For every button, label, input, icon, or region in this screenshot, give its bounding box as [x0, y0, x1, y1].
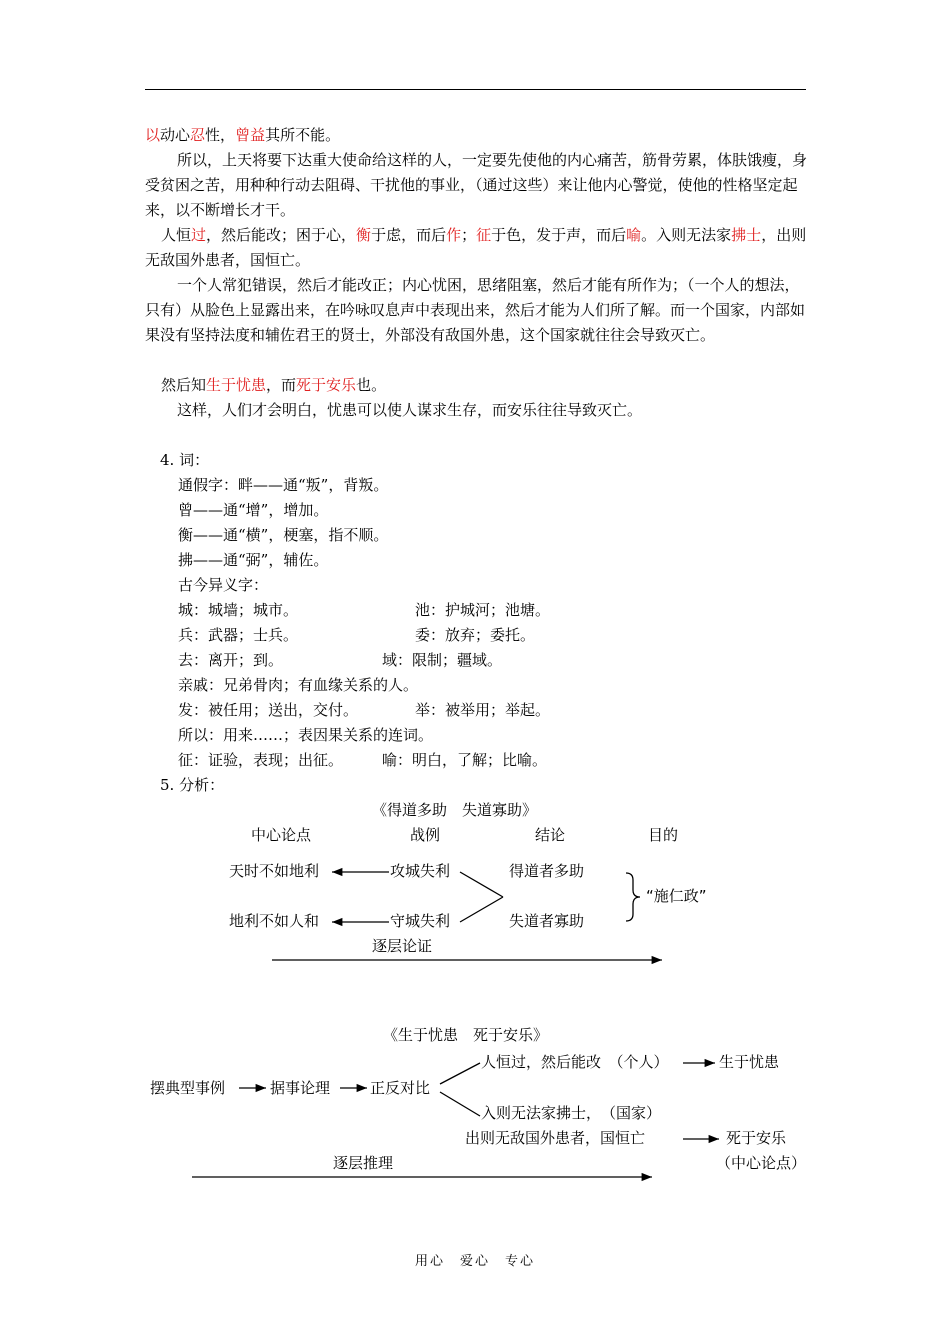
gujin-item: 征：证验，表现；出征。 [178, 751, 344, 769]
tongjia-item: 曾——通“增”，增加。 [178, 501, 329, 519]
diagram1-right-bottom: 失道者寡助 [509, 912, 585, 930]
passage-translation-2: 一个人常犯错误，然后才能改正；内心忧困，思绪阻塞，然后才能有所作为；（一个人的想法，只有）从脸色上显露出来，在吟咏叹息声中表现出来，然后才能为人们所了解。而一个国家，内部如果没有坚持法度和辅佐君王的贤士，外部没有敌国外患，这个国家就往往会导致灭亡。 [145, 276, 806, 344]
tongjia-item: 拂——通“弼”，辅佐。 [178, 551, 329, 569]
diagram2-branch-bottom-1: 入则无法家拂士， （国家） [481, 1104, 662, 1122]
passage-translation-3: 这样，人们才会明白，忧患可以使人谋求生存，而安乐往往导致灭亡。 [177, 401, 643, 419]
diagram1-bottom-label: 逐层论证 [372, 937, 433, 955]
gujin-item: 域：限制；疆域。 [382, 651, 503, 669]
diagram2-step-1: 摆典型事例 [150, 1079, 226, 1097]
diagram1-left-top: 天时不如地利 [229, 862, 320, 880]
diagram2-bottom-label: 逐层推理 [333, 1154, 394, 1172]
diagram1-header: 目的 [648, 826, 679, 844]
passage-original-2: 人恒过，然后能改；困于心，衡于虑，而后作；征于色，发于声，而后喻。入则无法家拂士，出则无敌国外患者，国恒亡。 [145, 226, 807, 269]
gujin-item: 亲戚：兄弟骨肉；有血缘关系的人。 [178, 676, 419, 694]
diagram1-left-bottom: 地利不如人和 [229, 912, 320, 930]
diagram2-step-3: 正反对比 [370, 1079, 431, 1097]
diagram2-result-note: （中心论点） [716, 1154, 807, 1172]
page-footer: 用心 爱心 专心 [414, 1254, 535, 1269]
diagram1-header: 结论 [535, 826, 566, 844]
diagram2-result-top: 生于忧患 [719, 1053, 780, 1071]
diagram1-header: 战例 [410, 826, 441, 844]
analysis-heading: 5. 分析： [160, 776, 225, 794]
diagram1-header: 中心论点 [251, 826, 312, 844]
gujin-item: 喻：明白，了解；比喻。 [382, 751, 548, 769]
passage-original-3: 然后知生于忧患，而死于安乐也。 [161, 376, 387, 394]
words-heading: 4. 词： [160, 451, 210, 469]
gujin-item: 委：放弃；委托。 [415, 626, 536, 644]
gujin-item: 兵：武器；士兵。 [178, 626, 299, 644]
branch-line [440, 1092, 480, 1116]
diagram1-mid-top: 攻城失利 [390, 862, 451, 880]
gujin-item: 所以：用来……；表因果关系的连词。 [178, 726, 434, 744]
gujin-item: 举：被举用；举起。 [415, 701, 551, 719]
diagram1-title: 《得道多助 失道寡助》 [372, 801, 538, 819]
diagram1-goal: “施仁政” [646, 887, 707, 905]
brace [626, 873, 640, 921]
diagram2-branch-top: 人恒过，然后能改 （个人） [481, 1053, 669, 1071]
gujin-item: 去：离开；到。 [178, 651, 284, 669]
diagram1-mid-bottom: 守城失利 [390, 912, 451, 930]
diagram1-right-top: 得道者多助 [509, 862, 585, 880]
branch-line [460, 897, 503, 922]
diagram2-step-2: 据事论理 [270, 1079, 331, 1097]
diagram2-branch-bottom-2: 出则无敌国外患者，国恒亡 [465, 1129, 646, 1147]
diagram2-result-bottom: 死于安乐 [726, 1129, 787, 1147]
diagram2-title: 《生于忧患 死于安乐》 [383, 1026, 549, 1044]
tongjia-title: 通假字：畔——通“叛”，背叛。 [178, 476, 389, 494]
passage-translation-1: 所以，上天将要下达重大使命给这样的人，一定要先使他的内心痛苦，筋骨劳累，体肤饿瘦，身受贫困之苦，用种种行动去阻碍、干扰他的事业，（通过这些）来让他内心警觉，使他的性格坚定起来，以不断增长才干。 [145, 151, 808, 219]
tongjia-item: 衡——通“横”，梗塞，指不顺。 [178, 526, 389, 544]
gujin-item: 城：城墙；城市。 [178, 601, 299, 619]
gujin-item: 池：护城河；池塘。 [415, 601, 551, 619]
passage-line-1: 以动心忍性，曾益其所不能。 [145, 126, 341, 144]
branch-line [440, 1063, 480, 1084]
branch-line [460, 872, 503, 897]
gujin-title: 古今异义字： [178, 576, 269, 594]
gujin-item: 发：被任用；送出，交付。 [178, 701, 359, 719]
